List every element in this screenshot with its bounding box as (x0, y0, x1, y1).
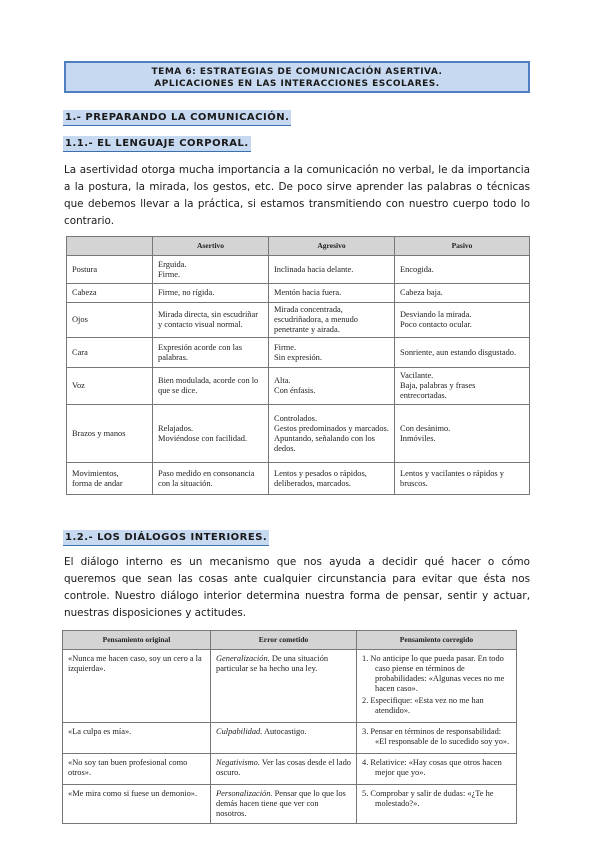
error-committed (211, 650, 357, 723)
corrected-item: 4. Relativice: «Hay cosas que otros hacen mejor que yo». (362, 758, 502, 777)
table1-cell: Mirada concentrada, escudriñadora, a menudo penetrante y airada. (269, 303, 395, 338)
table1-cell: Cabeza baja. (395, 284, 530, 303)
table1-cell: Firme. Sin expresión. (269, 338, 395, 368)
table1-row (67, 256, 530, 284)
table2-header-original: Pensamiento original (63, 631, 211, 650)
corrected-item: 1. No anticipe lo que pueda pasar. En todo caso piense en términos de probabilidades: «Algunas veces no me hacen caso». (362, 654, 505, 693)
table2-row (63, 785, 517, 824)
table1-header-agresivo: Agresivo (269, 237, 395, 256)
original-thought: «Me mira como si fuese un demonio». (63, 785, 211, 824)
corrected-item: 3. Pensar en términos de responsabilidad: «El responsable de lo sucedido soy yo». (362, 727, 510, 746)
table1-cell: Paso medido en consonancia con la situación. (153, 463, 269, 495)
table1-header-asertivo: Asertivo (153, 237, 269, 256)
corrected-item: 2. Especifique: «Esta vez no me han atendido». (362, 696, 484, 715)
section-1-1-paragraph: La asertividad otorga mucha importancia a la comunicación no verbal, le da importancia a la postura, la mirada, los gestos, etc. De poco sirve aprender las palabras o técnicas que debemos llevar a la práctica, si estamos transmitiendo con nuestro cuerpo todo lo contrario. (64, 164, 530, 227)
table1-cell: Alta. Con énfasis. (269, 368, 395, 405)
table1-row (67, 368, 530, 405)
corrected-thought (357, 723, 517, 754)
table1-row-label: Cabeza (67, 284, 153, 303)
table1-row (67, 405, 530, 463)
table1-cell: Relajados. Moviéndose con facilidad. (153, 405, 269, 463)
error-term: Negativismo. (216, 758, 260, 767)
table1-cell: Expresión acorde con las palabras. (153, 338, 269, 368)
title-line-2: APLICACIONES EN LAS INTERACCIONES ESCOLARES. (154, 79, 440, 89)
table2-row (63, 723, 517, 754)
table1-row-label: Ojos (67, 303, 153, 338)
table2-header-corrected: Pensamiento corregido (357, 631, 517, 650)
table1-row (67, 463, 530, 495)
table2-row (63, 650, 517, 723)
error-term: Personalización. (216, 789, 273, 798)
table1-row-label: Cara (67, 338, 153, 368)
table1-row-label: Postura (67, 256, 153, 284)
error-term: Culpabilidad. (216, 727, 263, 736)
table1-cell: Con desánimo. Inmóviles. (395, 405, 530, 463)
table1-cell: Lentos y pesados o rápidos, deliberados, marcados. (269, 463, 395, 495)
error-description: De una situación particular se ha hecho una ley. (216, 654, 329, 673)
error-description: Pensar que lo que los demás hacen tiene que ver con nosotros. (216, 789, 346, 818)
error-committed (211, 785, 357, 824)
table1-cell: Encogida. (395, 256, 530, 284)
error-committed (211, 723, 357, 754)
corrected-thought (357, 785, 517, 824)
table1-row (67, 338, 530, 368)
table1-cell: Mentón hacia fuera. (269, 284, 395, 303)
section-1-heading: 1.- PREPARANDO LA COMUNICACIÓN. (63, 110, 291, 126)
table1-cell: Erguida. Firme. (153, 256, 269, 284)
table1-cell: Firme, no rígida. (153, 284, 269, 303)
body-language-table (66, 236, 530, 495)
title-line-1: TEMA 6: ESTRATEGIAS DE COMUNICACIÓN ASERTIVA. (151, 67, 443, 77)
original-thought: «Nunca me hacen caso, soy un cero a la izquierda». (63, 650, 211, 723)
section-1-1-heading: 1.1.- EL LENGUAJE CORPORAL. (63, 136, 251, 152)
error-description: Autocastigo. (262, 727, 307, 736)
table2-header-error: Error cometido (211, 631, 357, 650)
table1-cell: Mirada directa, sin escudriñar y contacto visual normal. (153, 303, 269, 338)
corrected-item: 5. Comprobar y salir de dudas: «¿Te he molestado?». (362, 789, 494, 808)
section-1-2-heading: 1.2.- LOS DIÁLOGOS INTERIORES. (63, 530, 269, 546)
corrected-thought (357, 754, 517, 785)
original-thought: «La culpa es mía». (63, 723, 211, 754)
table1-row (67, 303, 530, 338)
table1-cell: Lentos y vacilantes o rápidos y bruscos. (395, 463, 530, 495)
table1-cell: Vacilante. Baja, palabras y frases entrecortadas. (395, 368, 530, 405)
corrected-thought (357, 650, 517, 723)
original-thought: «No soy tan buen profesional como otros». (63, 754, 211, 785)
table1-header-pasivo: Pasivo (395, 237, 530, 256)
table1-cell: Inclinada hacia delante. (269, 256, 395, 284)
table1-cell: Bien modulada, acorde con lo que se dice. (153, 368, 269, 405)
title-box (64, 61, 530, 93)
table2-row (63, 754, 517, 785)
inner-dialogue-table (62, 630, 517, 824)
table1-row (67, 284, 530, 303)
error-term: Generalización. (216, 654, 270, 663)
table1-cell: Desviando la mirada. Poco contacto ocular. (395, 303, 530, 338)
section-1-2-paragraph: El diálogo interno es un mecanismo que nos ayuda a decidir qué hacer o cómo queremos que sean las cosas ante cualquier circunstancia para evitar que ésta nos controle. Nuestro diálogo interior determina nuestra forma de pensar, sentir y actuar, nuestras disposiciones y actitudes. (64, 556, 530, 619)
error-description: Ver las cosas desde el lado oscuro. (216, 758, 351, 777)
table1-row-label: Voz (67, 368, 153, 405)
table1-row-label: Brazos y manos (67, 405, 153, 463)
table1-row-label: Movimientos, forma de andar (67, 463, 153, 495)
table1-cell: Sonriente, aun estando disgustado. (395, 338, 530, 368)
error-committed (211, 754, 357, 785)
table1-cell: Controlados. Gestos predominados y marcados. Apuntando, señalando con los dedos. (269, 405, 395, 463)
table1-header-empty (67, 237, 153, 256)
